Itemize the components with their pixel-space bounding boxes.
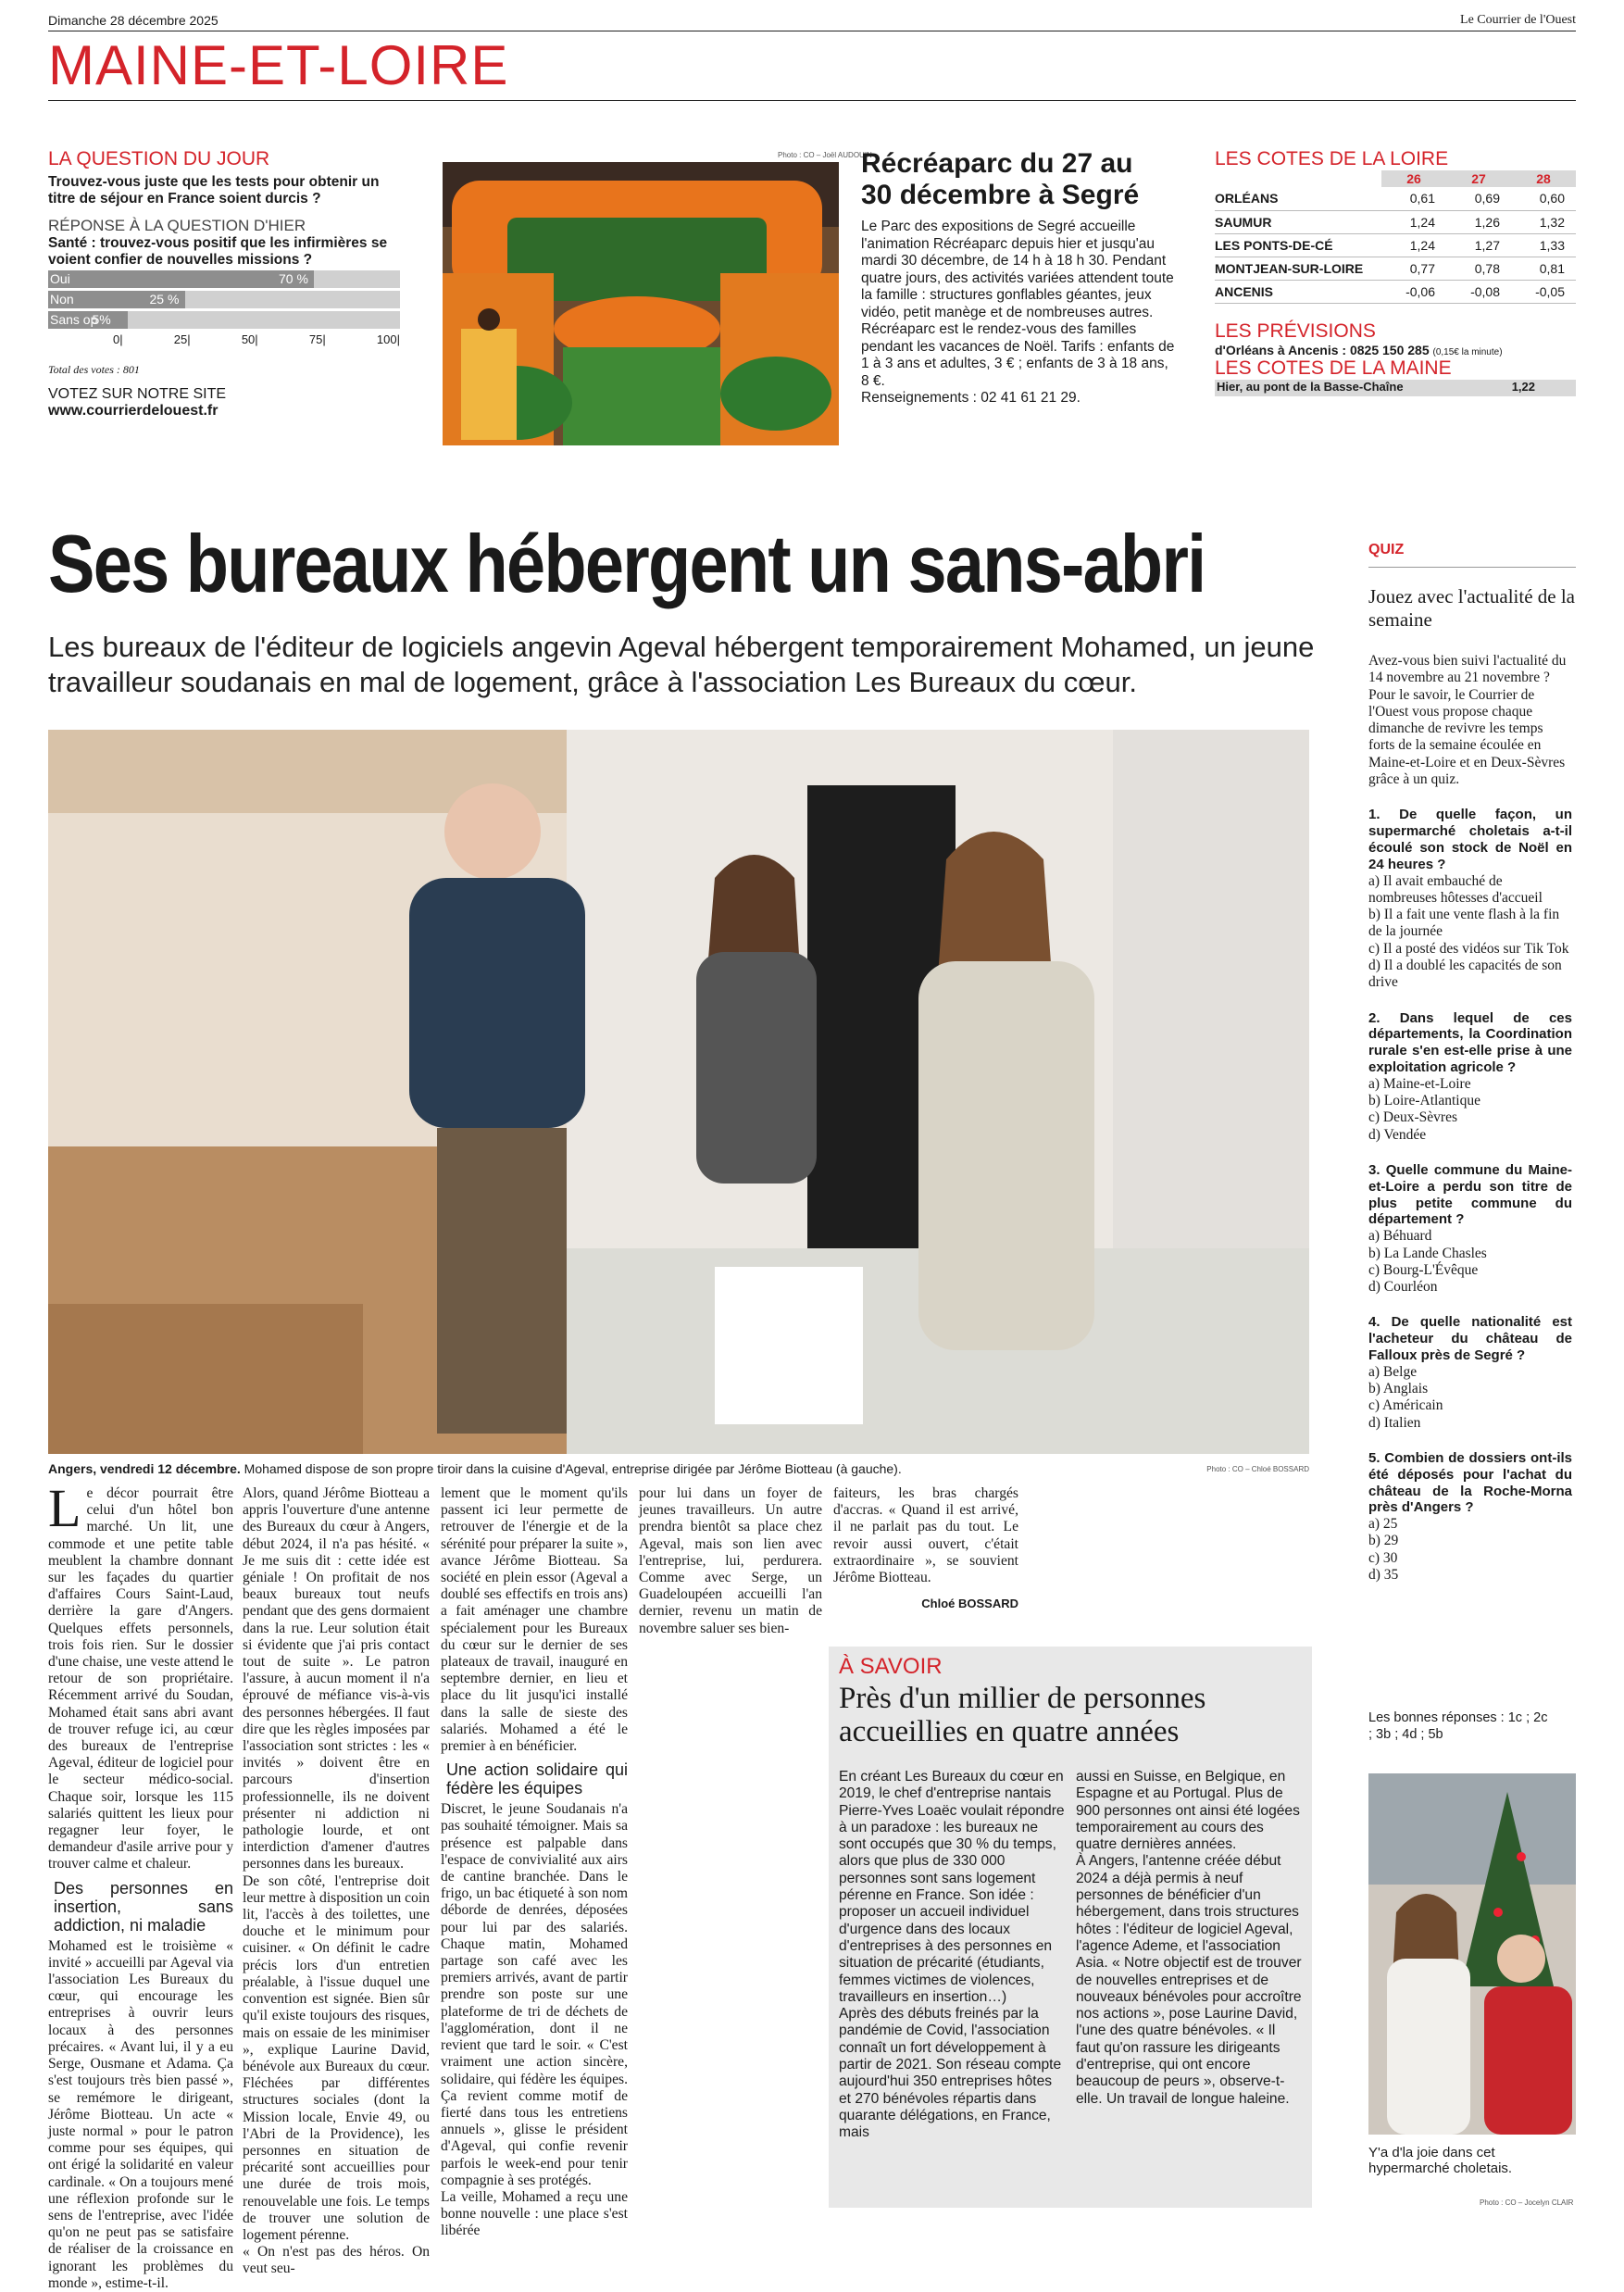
yesterday-question: Santé : trouvez-vous positif que les infirmières se voient confier de nouvelles missions ? xyxy=(48,235,388,268)
yesterday-heading: RÉPONSE À LA QUESTION D'HIER xyxy=(48,217,306,234)
article-paragraph: e décor pourrait être celui d'un hôtel bon marché. Un lit, une commode et une petite table meublent la chambre donnant sur les façades du quartier d'affaires Cours Saint-Laud, derrière la gare d'Angers. Quelques effets personnels, trois fois rien. Sur le dossier d'une chaise, une veste attend le retour de son propriétaire. Récemment arrivé du Soudan, Mohamed était sans abri avant de trouver refuge ici, au cœur des bureaux de l'entreprise Ageval, éditeur de logiciel pour le secteur médico-social. Chaque soir, lorsque les 115 salariés quittent les lieux pour regagner leur foyer, le demandeur d'asile arrive pour y trouver calme et chaleur. xyxy=(48,1485,233,1872)
axis-tick: 0| xyxy=(113,332,123,346)
quiz-option: a) Maine-et-Loire xyxy=(1368,1075,1471,1092)
quiz-option: c) Bourg-L'Évêque xyxy=(1368,1261,1479,1278)
quiz-heading: QUIZ xyxy=(1368,542,1405,557)
quiz-option: a) 25 xyxy=(1368,1516,1398,1533)
maine-label: Hier, au pont de la Basse-Chaîne xyxy=(1217,379,1404,394)
savoir-title: Près d'un millier de personnes accueillies en quatre années xyxy=(839,1682,1206,1748)
quiz-question: 5. Combien de dossiers ont-ils été déposés pour l'achat du château de la Roche-Morna près d'Angers ? xyxy=(1368,1449,1572,1516)
quiz-question: 2. Dans lequel de ces départements, la Coordination rurale s'en est-elle prise à une exploitation agricole ? xyxy=(1368,1009,1572,1076)
axis-tick: 75| xyxy=(308,332,326,346)
previsions-heading: LES PRÉVISIONS xyxy=(1215,319,1376,342)
cotes-day: 27 xyxy=(1446,170,1511,187)
quiz-photo-credit: Photo : CO – Jocelyn CLAIR xyxy=(1480,2198,1574,2207)
quiz-option: d) Courléon xyxy=(1368,1279,1438,1296)
article-column-1 xyxy=(48,1478,233,2292)
article-paragraph: La veille, Mohamed a reçu une bonne nouvelle : une place s'est libérée xyxy=(441,2188,628,2239)
cotes-place: ANCENIS xyxy=(1215,280,1381,303)
hypermarket-image xyxy=(1368,1773,1576,2135)
question-text: Trouvez-vous juste que les tests pour obtenir un titre de séjour en France soient durcis ? xyxy=(48,174,380,207)
article-paragraph: pour lui dans un foyer de jeunes travailleurs. Un autre prendra bientôt sa place chez Ageval, mais son lien avec l'entreprise, lui, perdurera. Comme avec Serge, un Guadeloupéen accueilli l'an dernier, revenu un matin de novembre saluer ses bien- xyxy=(639,1485,822,1636)
vote-total: Total des votes : 801 xyxy=(48,363,140,376)
savoir-column-2 xyxy=(1076,1769,1303,2108)
quiz-option: b) La Lande Chasles xyxy=(1368,1245,1487,1261)
quiz-option: a) Belge xyxy=(1368,1363,1418,1380)
previsions-price: (0,15€ la minute) xyxy=(1432,346,1503,357)
cotes-row xyxy=(1215,210,1576,233)
maine-value: 1,22 xyxy=(1511,379,1535,394)
article-paragraph: « On n'est pas des héros. On veut seu- xyxy=(243,2244,430,2277)
cotes-value: -0,05 xyxy=(1511,280,1576,303)
caption-place: Angers, vendredi 12 décembre. xyxy=(48,1461,241,1476)
cotes-value: 0,78 xyxy=(1446,257,1511,280)
quiz-option: d) Italien xyxy=(1368,1414,1421,1431)
article-column-5 xyxy=(833,1485,1018,1612)
poll-bar-row xyxy=(48,270,400,288)
cotes-row xyxy=(1215,187,1576,210)
poll-bar-row xyxy=(48,291,400,308)
quiz-option: c) Il a posté des vidéos sur Tik Tok xyxy=(1368,940,1569,957)
quiz-questions xyxy=(1368,807,1572,1584)
date-line: Dimanche 28 décembre 2025 xyxy=(48,13,219,28)
quiz-option: b) Anglais xyxy=(1368,1381,1429,1397)
article-paragraph: Discret, le jeune Soudanais n'a pas souhaité témoigner. Mais sa présence est palpable dans l'espace de convivialité aux airs de cantine branchée. Dans le frigo, un bac étiqueté à son nom déborde de denrées, déposées pour lui par des salariés. Chaque matin, Mohamed partage son café avec les premiers arrivés, avant de partir prendre son poste sur une plateforme de tri de déchets de l'agglomération, dont il ne revient que tard le soir. « C'est vraiment une action sincère, solidaire, qui fédère les équipes. Ça revient comme motif de fierté dans tous les entretiens annuels », glisse le président d'Ageval, qui confie revenir parfois le week-end pour tenir compagnie à ses protégés. xyxy=(441,1801,628,2188)
vote-label: VOTEZ SUR NOTRE SITE xyxy=(48,386,227,402)
poll-bar-label: Sans op xyxy=(50,312,98,327)
recreaparc-body xyxy=(861,219,1176,407)
cotes-value: 0,77 xyxy=(1381,257,1446,280)
vote-link[interactable]: www.courrierdelouest.fr xyxy=(48,403,219,419)
quiz-option: a) Il avait embauché de nombreuses hôtesses d'accueil xyxy=(1368,872,1543,906)
caption-text: Mohamed dispose de son propre tiroir dans la cuisine d'Ageval, entreprise dirigée par Jérôme Biotteau (à gauche). xyxy=(240,1461,902,1476)
savoir-paragraph: aussi en Suisse, en Belgique, en Espagne et au Portugal. Plus de 900 personnes ont ainsi été logées temporairement au cours des quatre dernières années. xyxy=(1076,1769,1300,1853)
article-subheading: Des personnes en insertion, sans addiction, ni maladie xyxy=(54,1878,233,1935)
poll-results xyxy=(48,270,400,329)
bouncy-castle-image xyxy=(443,162,839,445)
article-paragraph: faiteurs, les bras chargés d'accras. « Quand il est arrivé, il ne parlait pas du tout. Le revoir aussi ouvert, c'était extraordinaire », se souvient Jérôme Biotteau. xyxy=(833,1485,1018,1586)
poll-bar-value: 25 % xyxy=(149,292,180,307)
office-kitchen-image xyxy=(48,730,1309,1454)
article-column-4 xyxy=(639,1485,822,1637)
cotes-heading: LES COTES DE LA LOIRE xyxy=(1215,148,1449,169)
quiz-question: 3. Quelle commune du Maine-et-Loire a perdu son titre de plus petite commune du département ? xyxy=(1368,1162,1572,1228)
main-photo xyxy=(48,730,1309,1454)
quiz-body xyxy=(1368,653,1572,1584)
savoir-paragraph: En créant Les Bureaux du cœur en 2019, le chef d'entreprise nantais Pierre-Yves Loaëc voulait répondre à un paradoxe : les bureaux ne sont occupés que 30 % du temps, alors que plus de 330 000 personnes sont sans logement pérenne en France. Son idée : proposer un accueil individuel d'urgence dans des locaux d'entreprises à des personnes en situation de précarité (étudiants, femmes victimes de violences, travailleurs en insertion…) xyxy=(839,1769,1065,2005)
section-title: MAINE-ET-LOIRE xyxy=(48,34,509,96)
photo-credit: Photo : CO – Joël AUDOUIN xyxy=(778,151,872,159)
cotes-place: MONTJEAN-SUR-LOIRE xyxy=(1215,257,1381,280)
cotes-value: 1,32 xyxy=(1511,210,1576,233)
article-column-3 xyxy=(441,1485,628,2240)
recreaparc-title: Récréaparc du 27 au 30 décembre à Segré xyxy=(861,148,1140,210)
quiz-option: c) 30 xyxy=(1368,1549,1398,1566)
quiz-intro: Avez-vous bien suivi l'actualité du 14 novembre au 21 novembre ? Pour le savoir, le Courrier de l'Ouest vous propose chaque dimanche de revivre les temps forts de la semaine écoulée en Maine-et-Loire et en Deux-Sèvres grâce à un quiz. xyxy=(1368,653,1567,788)
quiz-answers: Les bonnes réponses : 1c ; 2c ; 3b ; 4d ; 5b xyxy=(1368,1710,1548,1742)
main-photo-caption xyxy=(48,1461,1309,1476)
poll-bar-row xyxy=(48,311,400,329)
recreaparc-phone: Renseignements : 02 41 61 21 29. xyxy=(861,390,1081,406)
poll-bar-fill xyxy=(48,270,314,288)
cotes-day: 28 xyxy=(1511,170,1576,187)
quiz-option: c) Deux-Sèvres xyxy=(1368,1109,1457,1126)
cotes-place: LES PONTS-DE-CÉ xyxy=(1215,233,1381,257)
cotes-value: 1,24 xyxy=(1381,233,1446,257)
cotes-day: 26 xyxy=(1381,170,1446,187)
quiz-option: d) 35 xyxy=(1368,1567,1399,1584)
quiz-option: d) Vendée xyxy=(1368,1126,1427,1143)
axis-tick: 100| xyxy=(376,332,400,346)
axis-tick: 25| xyxy=(173,332,191,346)
question-heading: LA QUESTION DU JOUR xyxy=(48,148,270,169)
article-signature: Chloé BOSSARD xyxy=(921,1597,1018,1611)
quiz-rule xyxy=(1368,567,1576,568)
cotes-block xyxy=(1215,148,1576,396)
section-rule xyxy=(48,100,1576,101)
main-photo-credit: Photo : CO – Chloé BOSSARD xyxy=(1206,1465,1309,1473)
article-paragraph: Mohamed est le troisième « invité » accueilli par Ageval via l'association Les Bureaux du cœur, qui encourage les entreprises à ouvrir leurs locaux à des personnes précaires. « Avant lui, il y a eu Serge, Ousmane et Adama. Ça s'est toujours très bien passé », se remémore le dirigeant, Jérôme Biotteau. Un acte « juste normal » pour le patron comme pour ses équipes, qui ont érigé la solidarité en valeur cardinale. « On a toujours mené une réflexion profonde sur le sens de l'entreprise, avec l'idée qu'on ne peut pas se satisfaire de réaliser de la croissance en ignorant les problèmes du monde », estime-t-il. xyxy=(48,1937,233,2291)
cotes-row xyxy=(1215,233,1576,257)
recreaparc-photo xyxy=(443,162,839,445)
quiz-option: b) Il a fait une vente flash à la fin de la journée xyxy=(1368,907,1560,940)
article-subheading: Une action solidaire qui fédère les équipes xyxy=(446,1760,628,1798)
quiz-option: a) Béhuard xyxy=(1368,1228,1432,1245)
quiz-question: 1. De quelle façon, un supermarché choletais a-t-il écoulé son stock de Noël en 24 heures ? xyxy=(1368,807,1572,872)
poll-bar-value: 70 % xyxy=(279,271,308,286)
savoir-paragraph: À Angers, l'antenne créée début 2024 a déjà permis à neuf personnes de bénéficier d'un hébergement, dans trois structures hôtes : l'éditeur de logiciel Ageval, l'agence Ademe, et l'association Asia. « Notre objectif est de trouver de nouvelles entreprises et de nouveaux bénévoles pour accroître nos actions », pose Laurine David, l'une des quatre bénévoles. « Il faut qu'on rassure les dirigeants d'entreprise, qui ont encore beaucoup de peurs », observe-t-elle. Un travail de longue haleine. xyxy=(1076,1853,1302,2107)
quiz-photo-caption: Y'a d'la joie dans cet hypermarché choletais. xyxy=(1368,2145,1513,2176)
cotes-place: ORLÉANS xyxy=(1215,187,1381,210)
savoir-kicker: À SAVOIR xyxy=(839,1654,943,1679)
poll-bar-label: Non xyxy=(50,292,74,307)
drop-cap: L xyxy=(48,1478,81,1538)
cotes-value: 1,24 xyxy=(1381,210,1446,233)
quiz-option: c) Américain xyxy=(1368,1397,1443,1414)
previsions-text xyxy=(1215,343,1576,357)
maine-row xyxy=(1215,380,1576,396)
savoir-column-1 xyxy=(839,1769,1066,2142)
newspaper-name: Le Courrier de l'Ouest xyxy=(1460,13,1576,27)
cotes-row xyxy=(1215,257,1576,280)
article-paragraph: lement que le moment qu'ils passent ici leur permette de retrouver de l'énergie et de la sérénité pour préparer la suite », avance Jérôme Biotteau. Sa société en plein essor (Ageval a doublé ses effectifs en trois ans) a fait aménager une chambre spécialement pour les Bureaux du cœur sur le dernier de ses plateaux de travail, inauguré en septembre dernier, en lieu et place du lit jusqu'ici installé dans la salle de sieste des salariés. Mohamed a été le premier à en bénéficier. xyxy=(441,1485,628,1755)
cotes-value: 1,33 xyxy=(1511,233,1576,257)
savoir-paragraph: Après des débuts freinés par la pandémie de Covid, l'association connaît un fort développement à partir de 2021. Son réseau compte aujourd'hui 350 entreprises hôtes et 270 bénévoles répartis dans quarante délégations, en France, mais xyxy=(839,2006,1062,2141)
poll-bar-label: Oui xyxy=(50,271,70,286)
axis-tick: 50| xyxy=(241,332,258,346)
article-headline: Ses bureaux hébergent un sans-abri xyxy=(48,518,1206,609)
cotes-value: 0,61 xyxy=(1381,187,1446,210)
quiz-option: b) Loire-Atlantique xyxy=(1368,1093,1480,1109)
article-paragraph: De son côté, l'entreprise doit leur mettre à disposition un coin lit, l'accès à des toilettes, une douche et le minimum pour cuisiner. « On définit le cadre précis lors d'un entretien préalable, à l'issue duquel une convention est signée. Bien sûr qu'il existe toujours des risques, mais on essaie de les minimiser », explique Laurine David, bénévole aux Bureaux du cœur. Fléchées par différentes structures sociales (dont la Mission locale, Envie 49, ou l'Abri de la Providence), les personnes en situation de précarité sont accueillies pour une durée de trois mois, renouvelable une fois. Le temps de trouver une solution de logement pérenne. xyxy=(243,1872,430,2243)
cotes-value: 0,81 xyxy=(1511,257,1576,280)
recreaparc-paragraph: Le Parc des expositions de Segré accueille l'animation Récréaparc depuis hier et jusqu'au mardi 30 décembre, de 14 h à 18 h 30. Pendant quatre jours, des activités variées attendent toute la famille : structures gonflables géantes, jeux vidéo, petit manège et de nombreuses autres. xyxy=(861,219,1174,320)
article-column-2 xyxy=(243,1485,430,2278)
poll-axis xyxy=(48,332,400,346)
cotes-table xyxy=(1215,170,1576,304)
cotes-value: 0,60 xyxy=(1511,187,1576,210)
previsions-phone: d'Orléans à Ancenis : 0825 150 285 xyxy=(1215,342,1430,357)
cotes-value: -0,08 xyxy=(1446,280,1511,303)
article-paragraph: Alors, quand Jérôme Biotteau a appris l'ouverture d'une antenne des Bureaux du cœur à Angers, début 2024, il n'a pas hésité. « Je me suis dit : cette idée est géniale ! On profitait de nos beaux bureaux tout neufs pendant que des gens dormaient dans la rue. Leur solution était si évidente que j'ai pris contact tout de suite ». Le patron l'assure, à aucun moment il n'a éprouvé de méfiance vis-à-vis des personnes hébergées. Il faut dire que les règles imposées par l'association sont strictes : les « invités » doivent être en parcours d'insertion professionnelle, ils ne doivent présenter ni addiction ni pathologie lourde, et ont interdiction d'amener d'autres personnes dans les bureaux. xyxy=(243,1485,430,1872)
article-standfirst: Les bureaux de l'éditeur de logiciels angevin Ageval hébergent temporairement Mohamed, un jeune travailleur soudanais en mal de logement, grâce à l'association Les Bureaux du cœur. xyxy=(48,631,1315,698)
poll-bar-value: 5% xyxy=(92,312,111,327)
cotes-value: -0,06 xyxy=(1381,280,1446,303)
quiz-question: 4. De quelle nationalité est l'acheteur du château de Falloux près de Segré ? xyxy=(1368,1314,1572,1363)
cotes-value: 1,27 xyxy=(1446,233,1511,257)
question-block xyxy=(48,148,400,420)
quiz-title: Jouez avec l'actualité de la semaine xyxy=(1368,585,1575,631)
recreaparc-paragraph: Récréaparc est le rendez-vous des familles pendant les vacances de Noël. Tarifs : enfants de 1 à 3 ans et adultes, 3 € ; enfants de 3 à 18 ans, 8 €. xyxy=(861,321,1175,389)
quiz-photo xyxy=(1368,1773,1576,2135)
cotes-row xyxy=(1215,280,1576,303)
maine-heading: LES COTES DE LA MAINE xyxy=(1215,357,1452,379)
cotes-corner xyxy=(1215,170,1381,187)
quiz-option: d) Il a doublé les capacités de son drive xyxy=(1368,958,1562,991)
cotes-value: 0,69 xyxy=(1446,187,1511,210)
quiz-option: b) 29 xyxy=(1368,1533,1399,1549)
cotes-place: SAUMUR xyxy=(1215,210,1381,233)
cotes-value: 1,26 xyxy=(1446,210,1511,233)
